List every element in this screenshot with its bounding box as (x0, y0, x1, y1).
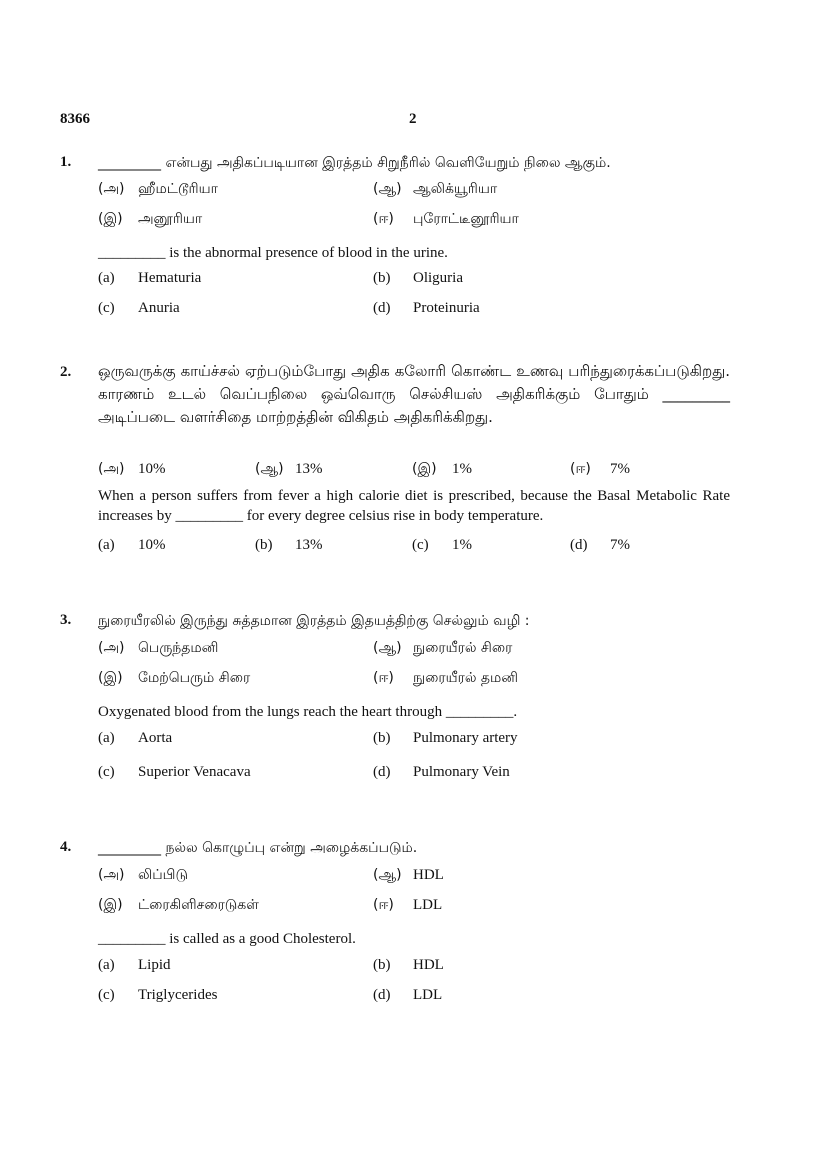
question-number: 2. (60, 364, 72, 380)
english-option-a (98, 730, 172, 747)
option-text: மேற்பெரும் சிரை (138, 670, 251, 686)
option-text: Anuria (138, 300, 180, 316)
english-option-a (98, 270, 201, 287)
tamil-option-a (98, 640, 218, 658)
option-label: (a) (98, 957, 115, 973)
option-text: HDL (413, 867, 444, 883)
english-stem: _________ is called as a good Cholesterol. (98, 931, 356, 947)
option-label: (இ) (98, 211, 123, 227)
option-text: 10% (138, 461, 166, 477)
option-label: (d) (373, 764, 391, 780)
question-number: 4. (60, 839, 72, 855)
option-label: (a) (98, 537, 115, 553)
option-label: (இ) (98, 670, 123, 686)
tamil-option-b (373, 181, 497, 199)
english-option-d (373, 987, 442, 1004)
option-label: (ஈ) (570, 461, 591, 477)
english-stem: _________ is the abnormal presence of blood in the urine. (98, 245, 448, 261)
tamil-option-a (98, 867, 188, 885)
english-option-c (98, 300, 180, 317)
option-label: (a) (98, 270, 115, 286)
option-text: 13% (295, 461, 323, 477)
question-number: 1. (60, 154, 72, 170)
option-label: (அ) (98, 640, 125, 656)
tamil-option-a (98, 181, 218, 199)
option-text: Pulmonary artery (413, 730, 518, 746)
option-label: (ஆ) (373, 640, 402, 656)
option-text: பெருந்தமனி (138, 640, 219, 656)
option-text: 1% (452, 537, 472, 553)
english-option-a (98, 957, 171, 974)
option-label: (இ) (98, 897, 123, 913)
tamil-option-c (98, 670, 250, 688)
option-text: ஹீமட்டூரியா (138, 181, 218, 197)
option-label: (b) (255, 537, 273, 553)
english-option-b (373, 957, 444, 974)
option-label: (d) (373, 987, 391, 1003)
option-text: Aorta (138, 730, 173, 746)
english-option-c (98, 764, 251, 781)
english-option-b (255, 537, 323, 554)
tamil-option-c (412, 461, 472, 479)
option-text: ட்ரைகிளிசரைடுகள் (138, 897, 259, 913)
tamil-option-d (373, 211, 519, 229)
tamil-stem: _________ நல்ல கொழுப்பு என்று அழைக்கப்படும். (98, 840, 418, 856)
tamil-option-b (255, 461, 323, 479)
option-label: (c) (98, 300, 115, 316)
option-text: புரோட்டீனூரியா (413, 211, 519, 227)
option-text: Hematuria (138, 270, 202, 286)
option-label: (அ) (98, 867, 125, 883)
option-text: HDL (413, 957, 444, 973)
tamil-option-d (373, 897, 442, 915)
option-text: 13% (295, 537, 323, 553)
option-label: (a) (98, 730, 115, 746)
option-label: (ஆ) (255, 461, 284, 477)
option-label: (d) (570, 537, 588, 553)
option-label: (அ) (98, 181, 125, 197)
page-number: 2 (409, 111, 417, 127)
option-label: (c) (98, 987, 115, 1003)
tamil-option-d (373, 670, 518, 688)
tamil-option-c (98, 897, 259, 915)
tamil-option-d (570, 461, 630, 479)
paper-code: 8366 (60, 111, 90, 127)
english-stem: When a person suffers from fever a high calorie diet is prescribed, because the Basal Metabolic Rate increases by _________ for every degree celsius rise in body temperature. (98, 488, 730, 524)
option-label: (c) (412, 537, 429, 553)
option-label: (b) (373, 957, 391, 973)
english-option-a (98, 537, 166, 554)
english-option-b (373, 270, 463, 287)
tamil-option-b (373, 640, 512, 658)
option-label: (ஈ) (373, 211, 394, 227)
english-option-d (373, 300, 480, 317)
option-text: Pulmonary Vein (413, 764, 510, 780)
english-option-c (98, 987, 217, 1004)
option-text: 7% (610, 461, 630, 477)
english-option-d (373, 764, 510, 781)
option-label: (c) (98, 764, 115, 780)
option-text: LDL (413, 897, 443, 913)
tamil-stem: _________ என்பது அதிகப்படியான இரத்தம் சிறுநீரில் வெளியேறும் நிலை ஆகும். (98, 155, 611, 171)
option-label: (ஈ) (373, 670, 394, 686)
option-text: 1% (452, 461, 472, 477)
option-label: (d) (373, 300, 391, 316)
tamil-option-b (373, 867, 444, 885)
option-text: Lipid (138, 957, 171, 973)
english-stem: Oxygenated blood from the lungs reach the heart through _________. (98, 704, 518, 720)
tamil-stem: நுரையீரலில் இருந்து சுத்தமான இரத்தம் இதயத்திற்கு செல்லும் வழி : (98, 613, 530, 629)
option-text: ஆலிக்யூரியா (413, 181, 498, 197)
option-text: அனூரியா (138, 211, 203, 227)
option-text: 10% (138, 537, 166, 553)
option-label: (ஆ) (373, 181, 402, 197)
option-text: 7% (610, 537, 630, 553)
english-option-d (570, 537, 630, 554)
option-label: (இ) (412, 461, 437, 477)
question-number: 3. (60, 612, 72, 628)
english-option-c (412, 537, 472, 554)
tamil-stem: ஒருவருக்கு காய்ச்சல் ஏற்படும்போது அதிக கலோரி கொண்ட உணவு பரிந்துரைக்கப்படுகிறது. காரணம் உடல் வெப்பநிலை ஒவ்வொரு செல்சியஸ் அதிகரிக்கும் போதும் _________ அடிப்படை வளர்சிதை மாற்றத்தின் விகிதம் அதிகரிக்கிறது. (98, 362, 730, 426)
option-text: LDL (413, 987, 443, 1003)
option-label: (ஈ) (373, 897, 394, 913)
tamil-option-a (98, 461, 166, 479)
english-option-b (373, 730, 518, 747)
tamil-option-c (98, 211, 202, 229)
option-text: Superior Venacava (138, 764, 251, 780)
option-text: Triglycerides (138, 987, 218, 1003)
option-label: (அ) (98, 461, 125, 477)
option-text: நுரையீரல் தமனி (413, 670, 519, 686)
option-label: (ஆ) (373, 867, 402, 883)
option-text: Oliguria (413, 270, 463, 286)
option-label: (b) (373, 270, 391, 286)
option-text: Proteinuria (413, 300, 480, 316)
option-text: நுரையீரல் சிரை (413, 640, 513, 656)
option-label: (b) (373, 730, 391, 746)
option-text: லிப்பிடு (138, 867, 188, 883)
